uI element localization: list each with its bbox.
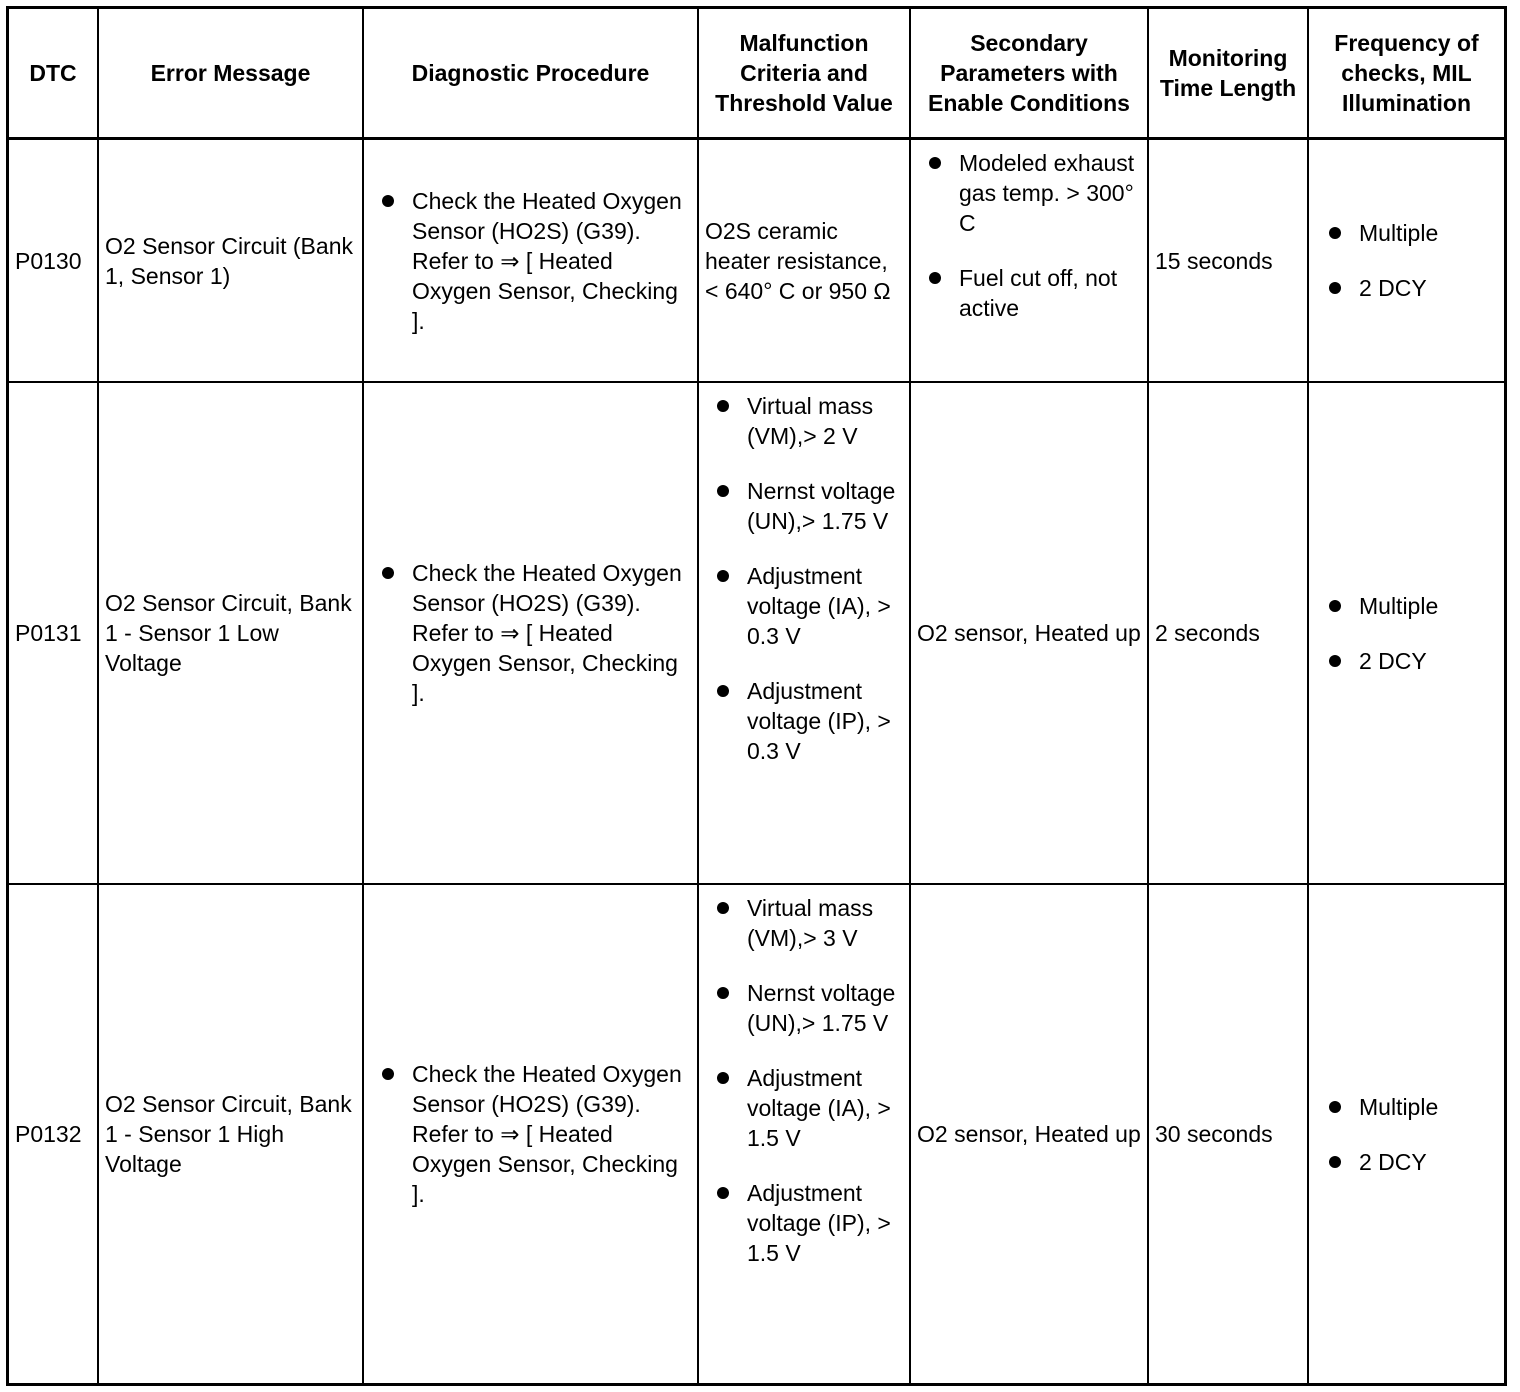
row2-frequency [1309, 383, 1504, 885]
row3-error-message: O2 Sensor Circuit, Bank 1 - Sensor 1 High Voltage [99, 885, 364, 1383]
dtc-table [6, 6, 1507, 1386]
row2-criteria-item: Virtual mass (VM),> 2 V [713, 391, 903, 451]
row3-criteria-item: Adjustment voltage (IA), > 1.5 V [713, 1063, 903, 1153]
row2-secondary: O2 sensor, Heated up [911, 383, 1149, 885]
row3-frequency-item: 2 DCY [1325, 1147, 1498, 1177]
row3-criteria-item: Nernst voltage (UN),> 1.75 V [713, 978, 903, 1038]
header-malfunction-criteria: Malfunction Criteria and Threshold Value [699, 9, 911, 140]
header-error-message: Error Message [99, 9, 364, 140]
row2-criteria-item: Nernst voltage (UN),> 1.75 V [713, 476, 903, 536]
row3-criteria-item: Adjustment voltage (IP), > 1.5 V [713, 1178, 903, 1268]
row1-secondary-item: Modeled exhaust gas temp. > 300° C [925, 148, 1141, 238]
row1-secondary-item: Fuel cut off, not active [925, 263, 1141, 323]
row2-criteria-item: Adjustment voltage (IA), > 0.3 V [713, 561, 903, 651]
row1-error-message: O2 Sensor Circuit (Bank 1, Sensor 1) [99, 140, 364, 383]
row1-frequency-item: Multiple [1325, 218, 1498, 248]
row3-secondary: O2 sensor, Heated up [911, 885, 1149, 1383]
row2-error-message: O2 Sensor Circuit, Bank 1 - Sensor 1 Low Voltage [99, 383, 364, 885]
header-diagnostic-procedure: Diagnostic Procedure [364, 9, 699, 140]
row1-procedure-item: Check the Heated Oxygen Sensor (HO2S) (G39). Refer to ⇒ [ Heated Oxygen Sensor, Checking ]. [378, 186, 691, 336]
row2-frequency-item: Multiple [1325, 591, 1498, 621]
row2-time: 2 seconds [1149, 383, 1309, 885]
row3-procedure-item: Check the Heated Oxygen Sensor (HO2S) (G39). Refer to ⇒ [ Heated Oxygen Sensor, Checking ]. [378, 1059, 691, 1209]
row2-criteria [699, 383, 911, 885]
row2-procedure [364, 383, 699, 885]
row1-frequency [1309, 140, 1504, 383]
row1-procedure [364, 140, 699, 383]
row3-criteria [699, 885, 911, 1383]
row2-dtc: P0131 [9, 383, 99, 885]
row3-dtc: P0132 [9, 885, 99, 1383]
row1-secondary [911, 140, 1149, 383]
row2-frequency-item: 2 DCY [1325, 646, 1498, 676]
row3-frequency-item: Multiple [1325, 1092, 1498, 1122]
header-frequency: Frequency of checks, MIL Illumination [1309, 9, 1504, 140]
row1-criteria: O2S ceramic heater resistance, < 640° C or 950 Ω [699, 140, 911, 383]
header-monitoring-time: Monitoring Time Length [1149, 9, 1309, 140]
row3-time: 30 seconds [1149, 885, 1309, 1383]
row3-criteria-item: Virtual mass (VM),> 3 V [713, 893, 903, 953]
row1-dtc: P0130 [9, 140, 99, 383]
header-secondary-parameters: Secondary Parameters with Enable Conditions [911, 9, 1149, 140]
row2-criteria-item: Adjustment voltage (IP), > 0.3 V [713, 676, 903, 766]
header-dtc: DTC [9, 9, 99, 140]
row2-procedure-item: Check the Heated Oxygen Sensor (HO2S) (G39). Refer to ⇒ [ Heated Oxygen Sensor, Checking ]. [378, 558, 691, 708]
row1-time: 15 seconds [1149, 140, 1309, 383]
row1-frequency-item: 2 DCY [1325, 273, 1498, 303]
row3-procedure [364, 885, 699, 1383]
row3-frequency [1309, 885, 1504, 1383]
